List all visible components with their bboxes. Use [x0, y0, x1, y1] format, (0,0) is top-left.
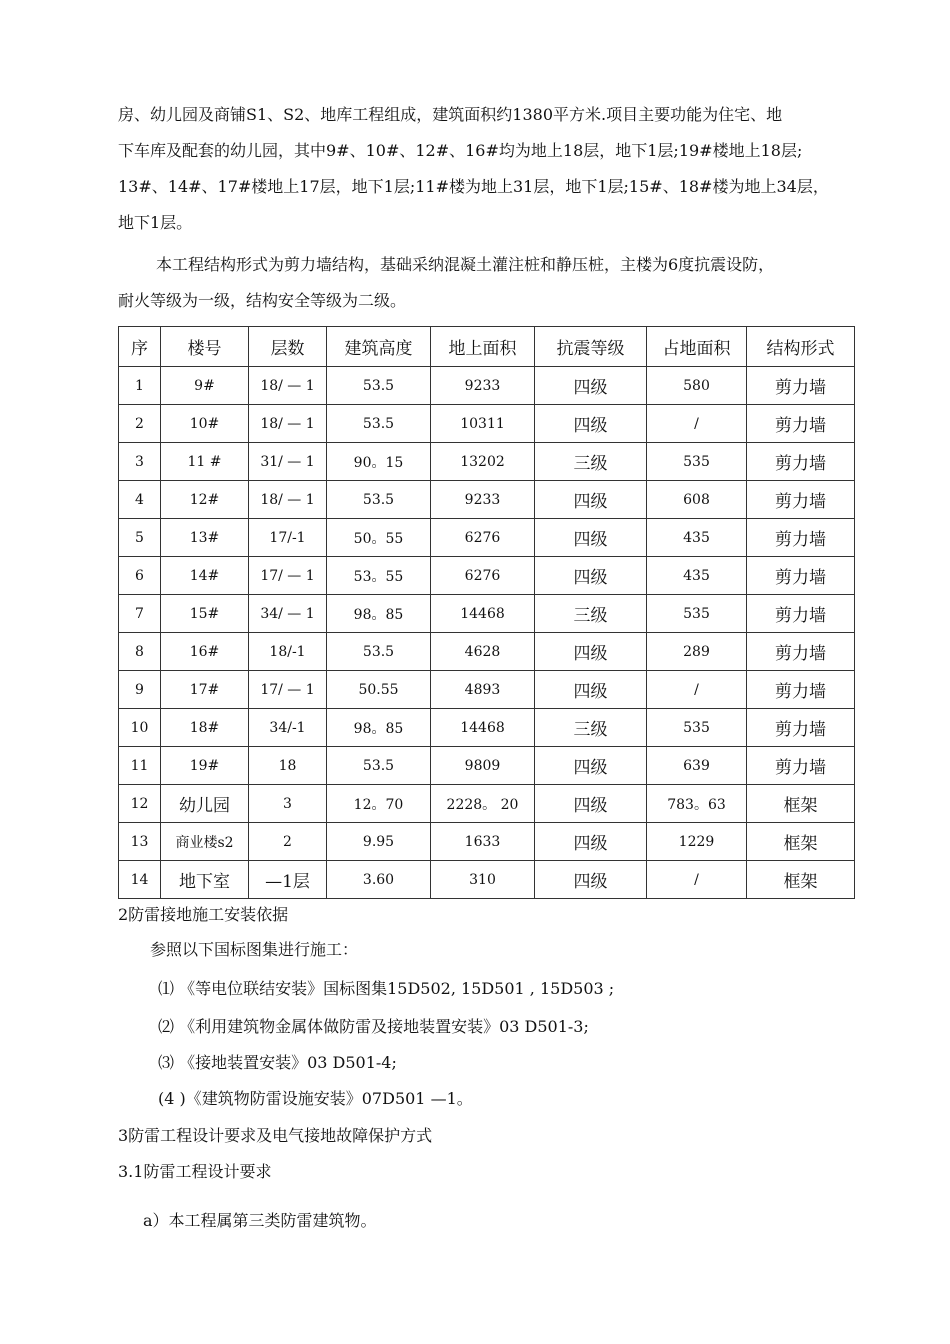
intro-line: 地下1层。	[118, 213, 193, 232]
table-cell: 剪力墙	[747, 443, 855, 481]
table-cell: 639	[647, 747, 747, 785]
table-cell: 435	[647, 557, 747, 595]
table-cell: 1633	[431, 823, 535, 861]
table-cell: 535	[647, 595, 747, 633]
table-cell: 9233	[431, 481, 535, 519]
table-cell: 8	[119, 633, 161, 671]
section-2-intro: 参照以下国标图集进行施工：	[150, 940, 359, 959]
table-cell: /	[647, 861, 747, 899]
table-cell: 1229	[647, 823, 747, 861]
table-cell: 商业楼s2	[161, 823, 249, 861]
table-cell: 18/ — 1	[249, 405, 327, 443]
table-cell: 53.5	[327, 367, 431, 405]
table-cell: 地下室	[161, 861, 249, 899]
reference-item: ⑶ 《接地装置安装》03 D501-4;	[158, 1053, 397, 1072]
table-cell: 34/-1	[249, 709, 327, 747]
table-cell: 18/ — 1	[249, 367, 327, 405]
table-cell: 10#	[161, 405, 249, 443]
table-cell: 四级	[535, 861, 647, 899]
table-cell: 17/ — 1	[249, 557, 327, 595]
intro-line: 下车库及配套的幼儿园，其中9#、10#、12#、16#均为地上18层，地下1层;19#楼地上18层;	[118, 141, 803, 160]
table-cell: 7	[119, 595, 161, 633]
table-cell: 框架	[747, 861, 855, 899]
table-cell: 四级	[535, 747, 647, 785]
header-cell: 层数	[249, 327, 327, 367]
table-cell: 15#	[161, 595, 249, 633]
table-cell: 9.95	[327, 823, 431, 861]
table-cell: 6276	[431, 557, 535, 595]
table-cell: 19#	[161, 747, 249, 785]
header-cell: 序	[119, 327, 161, 367]
table-row	[119, 671, 855, 709]
table-cell: 幼儿园	[161, 785, 249, 823]
header-cell: 结构形式	[747, 327, 855, 367]
table-cell: 31/ — 1	[249, 443, 327, 481]
table-cell: 剪力墙	[747, 595, 855, 633]
table-cell: 17/-1	[249, 519, 327, 557]
table-cell: 框架	[747, 785, 855, 823]
table-cell: 剪力墙	[747, 747, 855, 785]
table-cell: 435	[647, 519, 747, 557]
section-2-heading: 2防雷接地施工安装依据	[118, 905, 289, 924]
table-cell: 3	[249, 785, 327, 823]
table-cell: 剪力墙	[747, 557, 855, 595]
table-row	[119, 443, 855, 481]
table-cell: 剪力墙	[747, 519, 855, 557]
table-row	[119, 633, 855, 671]
section-3-1-heading: 3.1防雷工程设计要求	[118, 1162, 272, 1181]
project-intro-paragraph	[118, 97, 858, 241]
header-cell: 占地面积	[647, 327, 747, 367]
table-cell: 四级	[535, 519, 647, 557]
intro-line: 13#、14#、17#楼地上17层，地下1层;11#楼为地上31层，地下1层;15#、18#楼为地上34层，	[118, 177, 829, 196]
table-row	[119, 595, 855, 633]
intro-line: 房、幼儿园及商铺S1、S2、地库工程组成，建筑面积约1380平方米.项目主要功能为住宅、地	[118, 105, 783, 124]
table-cell: 三级	[535, 595, 647, 633]
table-cell: 18/-1	[249, 633, 327, 671]
structure-line: 耐火等级为一级，结构安全等级为二级。	[118, 291, 407, 310]
table-cell: /	[647, 405, 747, 443]
table-cell: 2228。 20	[431, 785, 535, 823]
table-cell: 535	[647, 709, 747, 747]
header-cell: 建筑高度	[327, 327, 431, 367]
table-cell: 310	[431, 861, 535, 899]
table-cell: 3.60	[327, 861, 431, 899]
table-cell: 剪力墙	[747, 709, 855, 747]
header-cell: 楼号	[161, 327, 249, 367]
table-cell: —1层	[249, 861, 327, 899]
table-cell: 580	[647, 367, 747, 405]
table-cell: 10311	[431, 405, 535, 443]
table-cell: 16#	[161, 633, 249, 671]
table-cell: 剪力墙	[747, 405, 855, 443]
table-cell: 11	[119, 747, 161, 785]
table-cell: 2	[249, 823, 327, 861]
table-cell: 50.55	[327, 671, 431, 709]
header-cell: 地上面积	[431, 327, 535, 367]
table-row	[119, 367, 855, 405]
table-row	[119, 519, 855, 557]
table-cell: 6	[119, 557, 161, 595]
table-cell: 框架	[747, 823, 855, 861]
table-cell: 3	[119, 443, 161, 481]
table-cell: 6276	[431, 519, 535, 557]
table-row	[119, 785, 855, 823]
table-cell: 剪力墙	[747, 367, 855, 405]
table-cell: 1	[119, 367, 161, 405]
table-cell: 9809	[431, 747, 535, 785]
table-cell: 18/ — 1	[249, 481, 327, 519]
table-row	[119, 709, 855, 747]
table-cell: 289	[647, 633, 747, 671]
table-cell: 4628	[431, 633, 535, 671]
section-3-heading: 3防雷工程设计要求及电气接地故障保护方式	[118, 1126, 433, 1145]
table-cell: 13202	[431, 443, 535, 481]
table-cell: 608	[647, 481, 747, 519]
reference-item: (4 )《建筑物防雷设施安装》07D501 —1。	[158, 1089, 473, 1108]
table-cell: 13#	[161, 519, 249, 557]
table-cell: 14	[119, 861, 161, 899]
table-row	[119, 747, 855, 785]
table-cell: 53.5	[327, 405, 431, 443]
table-cell: 17/ — 1	[249, 671, 327, 709]
table-cell: 12#	[161, 481, 249, 519]
table-cell: 14#	[161, 557, 249, 595]
table-cell: 12。70	[327, 785, 431, 823]
table-cell: 三级	[535, 709, 647, 747]
table-cell: 2	[119, 405, 161, 443]
table-cell: 剪力墙	[747, 481, 855, 519]
table-row	[119, 405, 855, 443]
table-cell: /	[647, 671, 747, 709]
table-cell: 9	[119, 671, 161, 709]
section-3-1-item-a: a）本工程属第三类防雷建筑物。	[143, 1211, 377, 1230]
table-cell: 98。85	[327, 595, 431, 633]
table-cell: 17#	[161, 671, 249, 709]
table-row	[119, 481, 855, 519]
table-cell: 5	[119, 519, 161, 557]
table-row	[119, 823, 855, 861]
table-cell: 14468	[431, 709, 535, 747]
table-cell: 34/ — 1	[249, 595, 327, 633]
reference-item: ⑵ 《利用建筑物金属体做防雷及接地装置安装》03 D501-3;	[158, 1017, 589, 1036]
table-cell: 四级	[535, 481, 647, 519]
table-cell: 53.5	[327, 747, 431, 785]
structure-paragraph	[118, 247, 858, 319]
table-cell: 剪力墙	[747, 633, 855, 671]
table-cell: 535	[647, 443, 747, 481]
table-cell: 四级	[535, 367, 647, 405]
table-cell: 90。15	[327, 443, 431, 481]
table-cell: 18	[249, 747, 327, 785]
table-cell: 四级	[535, 405, 647, 443]
table-cell: 9#	[161, 367, 249, 405]
table-cell: 三级	[535, 443, 647, 481]
table-cell: 四级	[535, 823, 647, 861]
table-row	[119, 557, 855, 595]
building-spec-table	[118, 326, 855, 899]
table-cell: 53。55	[327, 557, 431, 595]
table-cell: 783。63	[647, 785, 747, 823]
table-cell: 剪力墙	[747, 671, 855, 709]
structure-line: 本工程结构形式为剪力墙结构，基础采纳混凝土灌注桩和静压桩，主楼为6度抗震设防，	[156, 255, 775, 274]
table-cell: 四级	[535, 785, 647, 823]
header-cell: 抗震等级	[535, 327, 647, 367]
table-cell: 53.5	[327, 633, 431, 671]
table-cell: 98。85	[327, 709, 431, 747]
reference-item: ⑴ 《等电位联结安装》国标图集15D502, 15D501 , 15D503 ;	[158, 979, 615, 998]
table-cell: 4	[119, 481, 161, 519]
table-cell: 9233	[431, 367, 535, 405]
table-cell: 18#	[161, 709, 249, 747]
table-row	[119, 861, 855, 899]
table-cell: 四级	[535, 633, 647, 671]
table-header-row	[119, 327, 855, 367]
table-cell: 50。55	[327, 519, 431, 557]
table-cell: 4893	[431, 671, 535, 709]
table-cell: 四级	[535, 671, 647, 709]
table-cell: 13	[119, 823, 161, 861]
table-cell: 53.5	[327, 481, 431, 519]
table-cell: 14468	[431, 595, 535, 633]
table-cell: 12	[119, 785, 161, 823]
table-cell: 10	[119, 709, 161, 747]
table-cell: 四级	[535, 557, 647, 595]
table-cell: 11 #	[161, 443, 249, 481]
